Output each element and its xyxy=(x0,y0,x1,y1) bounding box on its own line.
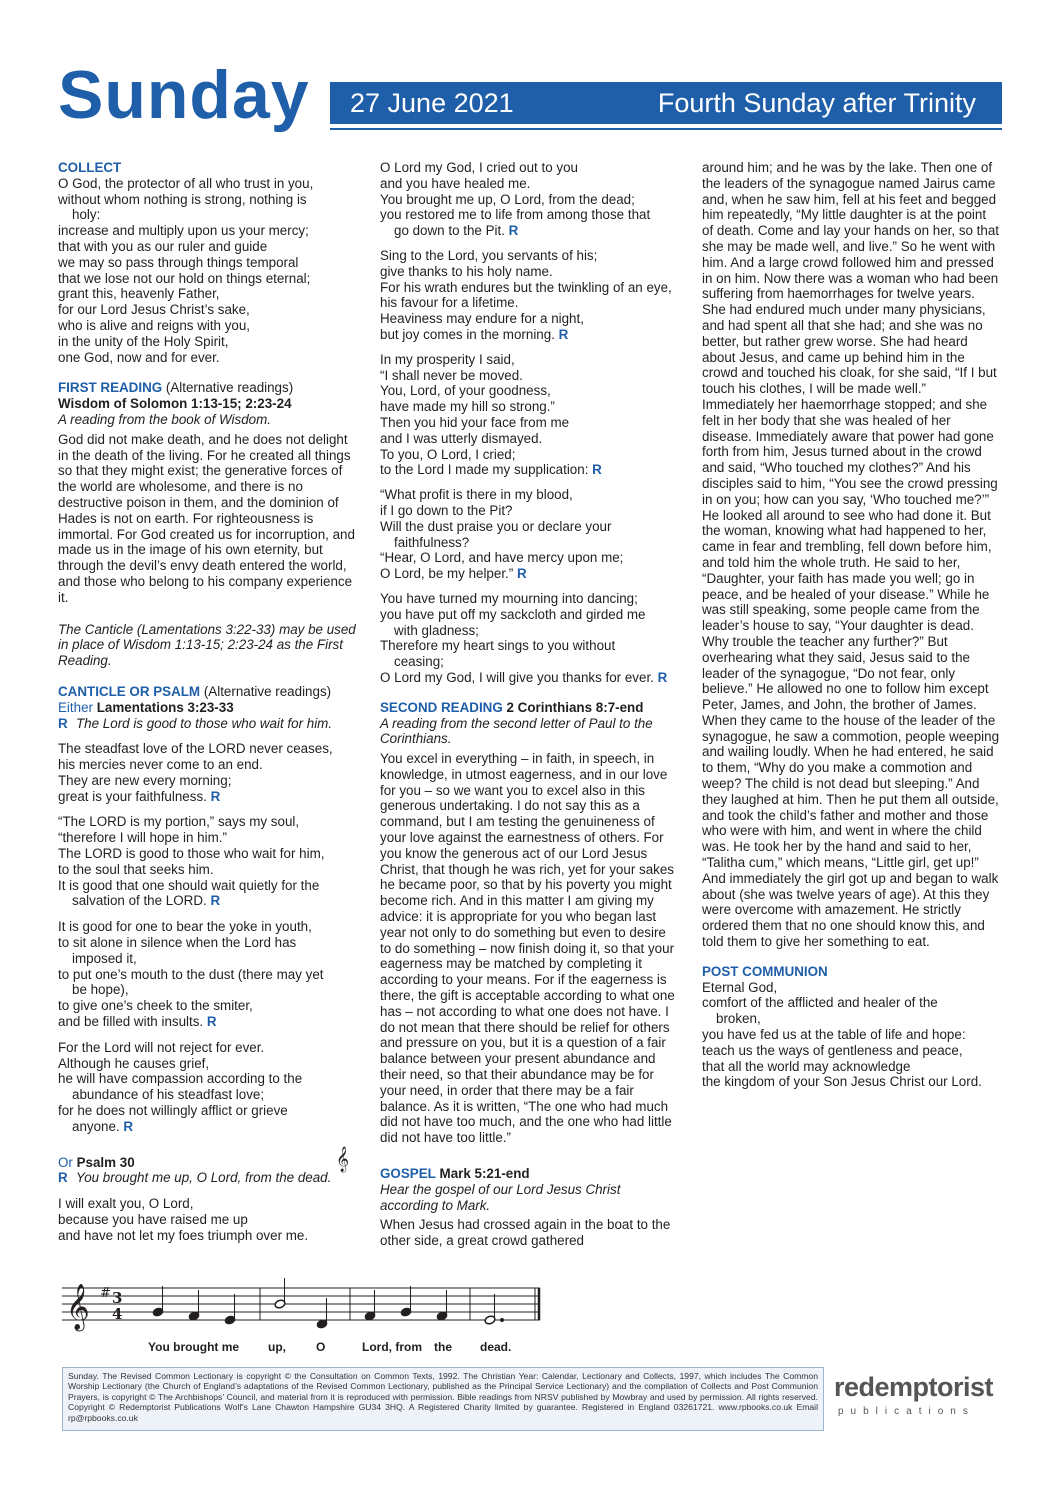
second-reading-text: You excel in everything – in faith, in speech, in knowledge, in utmost eagerness, and in our love for you – so we want you to excel also in this generous undertaking. I do not say this as a command, but I am testing the genuineness of your love against the earnestness of others. For you know the generous act of our Lord Jesus Christ, that though he was rich, yet for your sakes he became poor, so that by his poverty you might become rich. And in this matter I am giving my advice: it is appropriate for you who began last year not only to do something but even to desire to do something – now finish doing it, so that your eagerness may be matched by completing it according to your means. For if the eagerness is there, the gift is acceptable according to what one has – not according to what one does not have. I do not mean that there should be relief for others and pressure on you, but it is a question of a fair balance between your present abundance and their need, so that their abundance may be for your need, in order that there may be a fair balance. As it is written, “The one who had much did not have too much, and the one who had little did not have too little.” xyxy=(380,751,675,1146)
verse-line: the kingdom of your Son Jesus Christ our Lord. xyxy=(702,1074,982,1090)
lyric: O xyxy=(316,1340,326,1354)
verse-line: In my prosperity I said, xyxy=(380,351,515,367)
second-reading-intro: A reading from the second letter of Paul to the Corinthians. xyxy=(380,715,653,747)
verse-line: he will have compassion according to the xyxy=(58,1071,303,1087)
second-reading-section xyxy=(380,700,680,1146)
post-communion-lines xyxy=(702,980,1000,1091)
verse-line: O Lord, be my helper.” R xyxy=(380,566,527,582)
verse-line: Sing to the Lord, you servants of his; xyxy=(380,247,598,263)
svg-text:𝄞: 𝄞 xyxy=(66,1284,90,1330)
publisher-logo xyxy=(834,1372,1000,1432)
response-marker: R xyxy=(206,788,221,804)
logo-subtitle: publications xyxy=(838,1406,975,1417)
verse-line: in the unity of the Holy Spirit, xyxy=(58,333,229,349)
psalm-verse xyxy=(380,591,680,686)
canticle-heading: CANTICLE OR PSALM xyxy=(58,683,201,699)
verse-line: you have put off my sackcloth and girded me xyxy=(380,606,646,622)
verse-line: go down to the Pit. R xyxy=(394,223,519,239)
psalm-verse xyxy=(380,248,680,343)
verse-line: faithfulness? xyxy=(394,534,470,550)
verse-line: For the Lord will not reject for ever. xyxy=(58,1039,265,1055)
verse-line: and you have healed me. xyxy=(380,175,531,191)
verse-line: his favour for a lifetime. xyxy=(380,295,519,311)
verse-line: You have turned my mourning into dancing; xyxy=(380,590,638,606)
verse-line: who is alive and reigns with you, xyxy=(58,317,251,333)
verse-line: with gladness; xyxy=(394,622,479,638)
gospel-text-continued: around him; and he was by the lake. Then one of the leaders of the synagogue named Jairus came and, when he saw him, fell at his feet and begged him repeatedly, “My little daughter is at the point of death. Come and lay your hands on her, so that she may be made well, and live.” So he went with him. And a large crowd followed him and pressed in on him. Now there was a woman who had been suffering from haemorrhages for twelve years. She had endured much under many physicians, and had spent all that she had; and she was no better, but rather grew worse. She had heard about Jesus, and came up behind him in the crowd and touched his cloak, for she said, “If I but touch his clothes, I will be made well.” Immediately her haemorrhage stopped; and she felt in her body that she was healed of her disease. Immediately aware that power had gone forth from him, Jesus turned about in the crowd and said, “Who touched my clothes?” And his disciples said to him, “You see the crowd pressing in on you; how can you say, ‘Who touched me?’” He looked all around to see who had done it. But the woman, knowing what had happened to her, came in fear and trembling, fell down before him, and told him the whole truth. He said to her, “Daughter, your faith has made you well; go in peace, and be healed of your disease.” While he was still speaking, some people came from the leader’s house to say, “Your daughter is dead. Why trouble the teacher any further?” But overhearing what they said, Jesus said to the leader of the synagogue, “Do not fear, only believe.” He allowed no one to follow him except Peter, James, and John, the brother of James. When they came to the house of the leader of the synagogue, he saw a commotion, people weeping and wailing loudly. When he had entered, he said to them, “Why do you make a commotion and weep? The child is not dead but sleeping.” And they laughed at him. Then he put them all outside, and took the child’s father and mother and those who were with him, and went in where the child was. He took her by the hand and said to her, “Talitha cum,” which means, “Little girl, get up!” And immediately the girl got up and began to walk about (she was twelve years of age). At this they were overcome with amazement. He strictly ordered them that no one should know this, and told them to give her something to eat. xyxy=(702,160,1000,950)
header-occasion: Fourth Sunday after Trinity xyxy=(657,88,976,118)
canticle-ref: Lamentations 3:23-33 xyxy=(96,699,234,715)
first-reading-intro: A reading from the book of Wisdom. xyxy=(58,411,271,427)
verse-line: to the soul that seeks him. xyxy=(58,861,214,877)
psalm-ref: Psalm 30 xyxy=(76,1154,135,1170)
verse-line: O God, the protector of all who trust in you, xyxy=(58,175,314,191)
response-marker: R xyxy=(588,462,602,478)
verse-line: You brought me up, O Lord, from the dead; xyxy=(380,191,635,207)
post-communion-section xyxy=(702,964,1000,1090)
lyric: dead. xyxy=(480,1340,512,1354)
verse-line: Although he causes grief, xyxy=(58,1055,210,1071)
response-marker: R xyxy=(58,715,68,731)
verse-line: “What profit is there in my blood, xyxy=(380,487,573,503)
verse-line: that we lose not our hold on things eternal; xyxy=(58,270,311,286)
first-reading-note: (Alternative readings) xyxy=(165,380,294,396)
canticle-verse xyxy=(58,741,356,804)
response-marker: R xyxy=(653,669,668,685)
canticle-verse xyxy=(58,919,356,1030)
verse-line: holy: xyxy=(72,207,101,223)
verse-line: we may so pass through things temporal xyxy=(58,254,299,270)
response-marker: R xyxy=(513,566,527,582)
verse-line: to sit alone in silence when the Lord has xyxy=(58,935,297,951)
post-communion-heading: POST COMMUNION xyxy=(702,963,828,979)
verse-line: without whom nothing is strong, nothing is xyxy=(58,191,307,207)
or-label: Or xyxy=(58,1154,73,1170)
verse-line: It is good that one should wait quietly for the xyxy=(58,877,320,893)
lyric: Lord, from xyxy=(362,1340,422,1354)
first-reading-text: God did not make death, and he does not delight in the death of the living. For he created all things so that they might exist; the generative forces of the world are wholesome, and there is no destructive poison in them, and the dominion of Hades is not on earth. For righteousness is immortal. For God created us for incorruption, and made us in the image of his own eternity, but through the devil’s envy death entered the world, and those who belong to his company experience it. xyxy=(58,431,355,605)
psalm-verse xyxy=(380,487,680,582)
gospel-heading: GOSPEL xyxy=(380,1166,436,1182)
lyric: up, xyxy=(268,1340,286,1354)
verse-line: imposed it, xyxy=(72,950,137,966)
canticle-verse xyxy=(58,1040,356,1135)
header-date: 27 June 2021 xyxy=(350,88,514,118)
verse-line: if I go down to the Pit? xyxy=(380,502,513,518)
column-3 xyxy=(702,160,1000,1098)
psalm-section xyxy=(58,1155,356,1244)
header-rule xyxy=(330,128,1002,130)
day-title: Sunday xyxy=(58,57,310,133)
svg-text:#: # xyxy=(100,1286,111,1301)
verse-line: The LORD is good to those who wait for him, xyxy=(58,846,325,862)
verse-line: that all the world may acknowledge xyxy=(702,1058,911,1074)
verse-line: grant this, heavenly Father, xyxy=(58,286,220,302)
canticle-alt-note: The Canticle (Lamentations 3:22-33) may be used in place of Wisdom 1:13-15; 2:23-24 as the First Reading. xyxy=(58,621,356,669)
verse-line: one God, now and for ever. xyxy=(58,349,220,365)
verse-line: for our Lord Jesus Christ’s sake, xyxy=(58,302,250,318)
verse-line: ceasing; xyxy=(394,654,444,670)
verse-line: and be filled with insults. R xyxy=(58,1014,217,1030)
verse-line: increase and multiply upon us your mercy; xyxy=(58,223,309,239)
lyric: the xyxy=(434,1340,452,1354)
psalm-verse xyxy=(380,352,680,478)
verse-line: To you, O Lord, I cried; xyxy=(380,446,516,462)
svg-text:3: 3 xyxy=(112,1289,123,1307)
verse-line: I will exalt you, O Lord, xyxy=(58,1196,194,1212)
lyric: You brought me xyxy=(148,1340,240,1354)
second-reading-heading: SECOND READING xyxy=(380,699,503,715)
gospel-text-start: When Jesus had crossed again in the boat to the other side, a great crowd gathered xyxy=(380,1217,671,1249)
verse-line: It is good for one to bear the yoke in youth, xyxy=(58,919,312,935)
response-marker: R xyxy=(119,1118,134,1134)
copyright-footer: Sunday. The Revised Common Lectionary is copyright © the Consultation on Common Texts, 1992. The Christian Year: Calendar, Lectionary and Collects, 1997, which includes The Common Worship Lectionary (the Church of England’s adaptations of the Revised Common Lectionary, published as the Principal Service Lectionary) and the compilation of Collects and Post Communion Prayers, is copyright © The Archbishops’ Council, and material from it is reproduced with permission. Bible readings from NRSV published by Mowbray and used by permission. All rights reserved. Copyright © Redemptorist Publications Wolf’s Lane Chawton Hampshire GU34 3HQ. A Registered Charity limited by guarantee. Registered in England 03261721. www.rpbooks.co.uk Email rp@rpbooks.co.uk xyxy=(62,1367,824,1431)
verse-line: O Lord my God, I will give you thanks for ever. R xyxy=(380,669,668,685)
verse-line: you have fed us at the table of life and hope: xyxy=(702,1027,966,1043)
psalm-verse xyxy=(380,160,680,239)
verse-line: Will the dust praise you or declare your xyxy=(380,518,612,534)
verse-line: broken, xyxy=(716,1011,761,1027)
collect-section xyxy=(58,160,356,365)
collect-lines xyxy=(58,176,356,366)
response-marker: R xyxy=(504,223,519,239)
verse-line: anyone. R xyxy=(72,1118,134,1134)
verse-line: for he does not willingly afflict or grieve xyxy=(58,1103,288,1119)
verse-line: his mercies never come to an end. xyxy=(58,757,263,773)
music-staff xyxy=(62,1278,552,1358)
verse-line: teach us the ways of gentleness and peace, xyxy=(702,1042,963,1058)
verse-line: Heaviness may endure for a night, xyxy=(380,311,584,327)
staff-svg xyxy=(62,1278,552,1338)
logo-name: redemptorist xyxy=(834,1372,994,1402)
verse-line: Therefore my heart sings to you without xyxy=(380,638,616,654)
verse-line: that with you as our ruler and guide xyxy=(58,238,268,254)
verse-line: The steadfast love of the LORD never ceases, xyxy=(58,741,333,757)
verse-line: to the Lord I made my supplication: R xyxy=(380,462,602,478)
verse-line: but joy comes in the morning. R xyxy=(380,326,569,342)
verse-line: “Hear, O Lord, and have mercy upon me; xyxy=(380,550,624,566)
verse-line: be hope), xyxy=(72,982,129,998)
column-1 xyxy=(58,160,356,1252)
canticle-note: (Alternative readings) xyxy=(203,683,332,699)
verse-line: have made my hill so strong.” xyxy=(380,399,555,415)
verse-line: give thanks to his holy name. xyxy=(380,263,553,279)
collect-heading: COLLECT xyxy=(58,160,122,175)
canticle-response: R The Lord is good to those who wait for him. xyxy=(58,715,333,731)
svg-text:4: 4 xyxy=(112,1305,123,1323)
verse-line: great is your faithfulness. R xyxy=(58,788,221,804)
verse-line: and I was utterly dismayed. xyxy=(380,430,543,446)
gospel-section xyxy=(380,1166,680,1249)
treble-clef-icon: 𝄞 xyxy=(336,1146,350,1171)
verse-line: You, Lord, of your goodness, xyxy=(380,383,551,399)
first-reading-ref: Wisdom of Solomon 1:13-15; 2:23-24 xyxy=(58,396,292,412)
verse-line: because you have raised me up xyxy=(58,1212,248,1228)
verse-line: to put one’s mouth to the dust (there may yet xyxy=(58,966,324,982)
verse-line: “I shall never be moved. xyxy=(380,367,523,383)
verse-line: “therefore I will hope in him.” xyxy=(58,830,227,846)
verse-line: salvation of the LORD. R xyxy=(72,893,221,909)
psalm-response: R You brought me up, O Lord, from the dead. xyxy=(58,1170,332,1186)
psalm-verse xyxy=(58,1196,356,1243)
response-marker: R xyxy=(203,1014,217,1030)
verse-line: and have not let my foes triumph over me. xyxy=(58,1227,309,1243)
verse-line: Eternal God, xyxy=(702,979,778,995)
first-reading-section xyxy=(58,380,356,669)
verse-line: They are new every morning; xyxy=(58,772,232,788)
verse-line: For his wrath endures but the twinkling of an eye, xyxy=(380,279,672,295)
verse-line: O Lord my God, I cried out to you xyxy=(380,160,578,175)
verse-line: Then you hid your face from me xyxy=(380,414,570,430)
response-marker: R xyxy=(554,326,569,342)
verse-line: “The LORD is my portion,” says my soul, xyxy=(58,814,300,830)
canticle-verse xyxy=(58,814,356,909)
gospel-ref: Mark 5:21-end xyxy=(439,1166,530,1182)
column-2 xyxy=(380,160,680,1257)
verse-line: comfort of the afflicted and healer of the xyxy=(702,995,938,1011)
first-reading-heading: FIRST READING xyxy=(58,380,163,396)
response-marker: R xyxy=(206,893,221,909)
second-reading-ref: 2 Corinthians 8:7-end xyxy=(506,699,644,715)
verse-line: to give one’s cheek to the smiter, xyxy=(58,998,253,1014)
gospel-intro: Hear the gospel of our Lord Jesus Christ according to Mark. xyxy=(380,1181,621,1213)
verse-line: abundance of his steadfast love; xyxy=(72,1087,265,1103)
canticle-section xyxy=(58,684,356,1135)
either-label: Either xyxy=(58,699,93,715)
verse-line: you restored me to life from among those that xyxy=(380,207,651,223)
page-header xyxy=(58,57,1002,142)
